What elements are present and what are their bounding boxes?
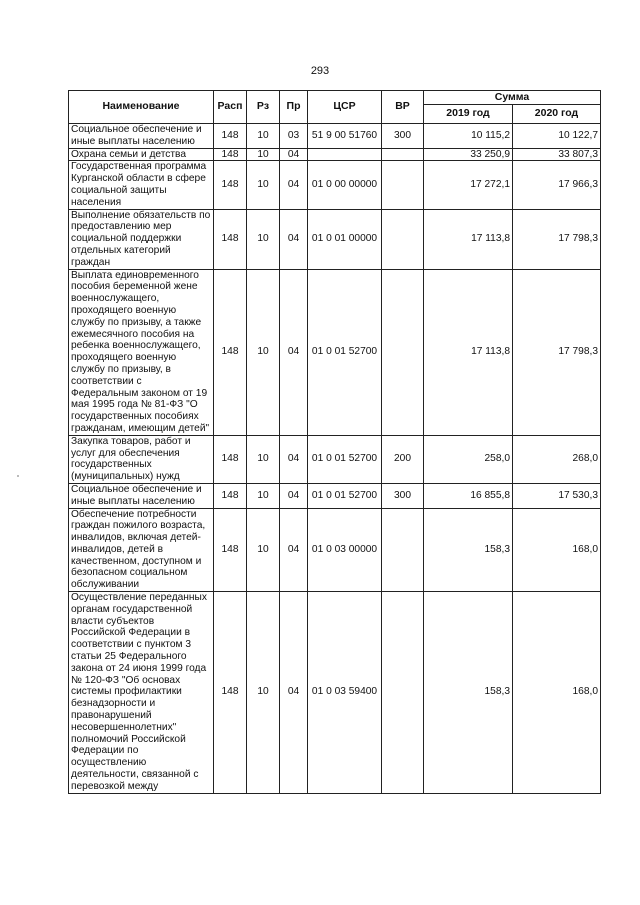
page-number: 293 — [310, 65, 330, 77]
header-2019: 2019 год — [424, 105, 513, 124]
row-pr: 04 — [280, 269, 308, 435]
row-rz: 10 — [247, 435, 280, 483]
row-2019: 17 113,8 — [424, 209, 513, 269]
header-sum: Сумма — [424, 91, 601, 105]
row-pr: 04 — [280, 209, 308, 269]
row-2019: 17 272,1 — [424, 161, 513, 209]
row-2019: 10 115,2 — [424, 124, 513, 149]
row-csr — [308, 148, 382, 161]
table-row — [69, 124, 601, 149]
row-name: Социальное обеспечение и иные выплаты населению — [69, 124, 214, 149]
row-csr: 01 0 01 00000 — [308, 209, 382, 269]
row-vr — [382, 592, 424, 794]
table-row — [69, 592, 601, 794]
row-2020: 17 798,3 — [513, 209, 601, 269]
row-2019: 16 855,8 — [424, 483, 513, 508]
row-pr: 04 — [280, 592, 308, 794]
row-vr — [382, 209, 424, 269]
row-pr: 04 — [280, 483, 308, 508]
row-rasp: 148 — [214, 435, 247, 483]
row-name: Выплата единовременного пособия беременной жене военнослужащего, проходящего военную службу по призыву, а также ежемесячного пособия на ребенка военнослужащего, проходящего военную службу по призыву, в соответствии с Федеральным законом от 19 мая 1995 года № 81-ФЗ "О государственных пособиях гражданам, имеющим детей" — [69, 269, 214, 435]
row-pr: 04 — [280, 161, 308, 209]
row-rz: 10 — [247, 124, 280, 149]
row-rz: 10 — [247, 269, 280, 435]
table-row — [69, 209, 601, 269]
row-name: Выполнение обязательств по предоставлению мер социальной поддержки отдельных категорий граждан — [69, 209, 214, 269]
row-pr: 04 — [280, 435, 308, 483]
scan-speck — [17, 475, 19, 477]
row-2019: 258,0 — [424, 435, 513, 483]
row-2020: 17 798,3 — [513, 269, 601, 435]
row-2020: 168,0 — [513, 508, 601, 592]
row-vr: 200 — [382, 435, 424, 483]
row-name: Государственная программа Курганской области в сфере социальной защиты населения — [69, 161, 214, 209]
header-rz: Рз — [247, 91, 280, 124]
row-name: Охрана семьи и детства — [69, 148, 214, 161]
header-pr: Пр — [280, 91, 308, 124]
row-csr: 01 0 01 52700 — [308, 483, 382, 508]
row-vr — [382, 508, 424, 592]
row-2019: 158,3 — [424, 592, 513, 794]
row-rz: 10 — [247, 209, 280, 269]
row-rasp: 148 — [214, 592, 247, 794]
table-row — [69, 435, 601, 483]
row-name: Осуществление переданных органам государственной власти субъектов Российской Федерации в соответствии с пунктом 3 статьи 25 Федерального закона от 24 июня 1999 года № 120-ФЗ "Об основах системы профилактики безнадзорности и правонарушений несовершеннолетних" полномочий Российской Федерации по осуществлению деятельности, связанной с перевозкой между — [69, 592, 214, 794]
row-rasp: 148 — [214, 209, 247, 269]
table-row — [69, 483, 601, 508]
row-pr: 04 — [280, 148, 308, 161]
row-vr — [382, 269, 424, 435]
row-rasp: 148 — [214, 124, 247, 149]
table-row — [69, 508, 601, 592]
row-2019: 158,3 — [424, 508, 513, 592]
row-name: Социальное обеспечение и иные выплаты населению — [69, 483, 214, 508]
row-rasp: 148 — [214, 161, 247, 209]
header-rasp: Расп — [214, 91, 247, 124]
row-csr: 01 0 03 00000 — [308, 508, 382, 592]
row-2020: 33 807,3 — [513, 148, 601, 161]
row-rz: 10 — [247, 148, 280, 161]
table-row — [69, 148, 601, 161]
row-rz: 10 — [247, 592, 280, 794]
row-vr — [382, 161, 424, 209]
row-rz: 10 — [247, 161, 280, 209]
row-2020: 168,0 — [513, 592, 601, 794]
row-vr — [382, 148, 424, 161]
row-pr: 04 — [280, 508, 308, 592]
header-csr: ЦСР — [308, 91, 382, 124]
row-rasp: 148 — [214, 269, 247, 435]
header-2020: 2020 год — [513, 105, 601, 124]
row-pr: 03 — [280, 124, 308, 149]
row-2020: 10 122,7 — [513, 124, 601, 149]
row-name: Закупка товаров, работ и услуг для обеспечения государственных (муниципальных) нужд — [69, 435, 214, 483]
row-rz: 10 — [247, 508, 280, 592]
header-vr: ВР — [382, 91, 424, 124]
row-2020: 17 530,3 — [513, 483, 601, 508]
row-2019: 17 113,8 — [424, 269, 513, 435]
row-rasp: 148 — [214, 148, 247, 161]
row-csr: 01 0 00 00000 — [308, 161, 382, 209]
row-vr: 300 — [382, 124, 424, 149]
row-2019: 33 250,9 — [424, 148, 513, 161]
row-csr: 01 0 01 52700 — [308, 435, 382, 483]
row-2020: 17 966,3 — [513, 161, 601, 209]
table-row — [69, 269, 601, 435]
row-name: Обеспечение потребности граждан пожилого возраста, инвалидов, включая детей-инвалидов, детей в качественном, доступном и безопасном социальном обслуживании — [69, 508, 214, 592]
table-row — [69, 161, 601, 209]
row-rz: 10 — [247, 483, 280, 508]
header-name: Наименование — [69, 91, 214, 124]
row-vr: 300 — [382, 483, 424, 508]
row-rasp: 148 — [214, 483, 247, 508]
row-rasp: 148 — [214, 508, 247, 592]
row-csr: 01 0 01 52700 — [308, 269, 382, 435]
row-csr: 51 9 00 51760 — [308, 124, 382, 149]
row-2020: 268,0 — [513, 435, 601, 483]
row-csr: 01 0 03 59400 — [308, 592, 382, 794]
budget-table — [68, 90, 601, 794]
